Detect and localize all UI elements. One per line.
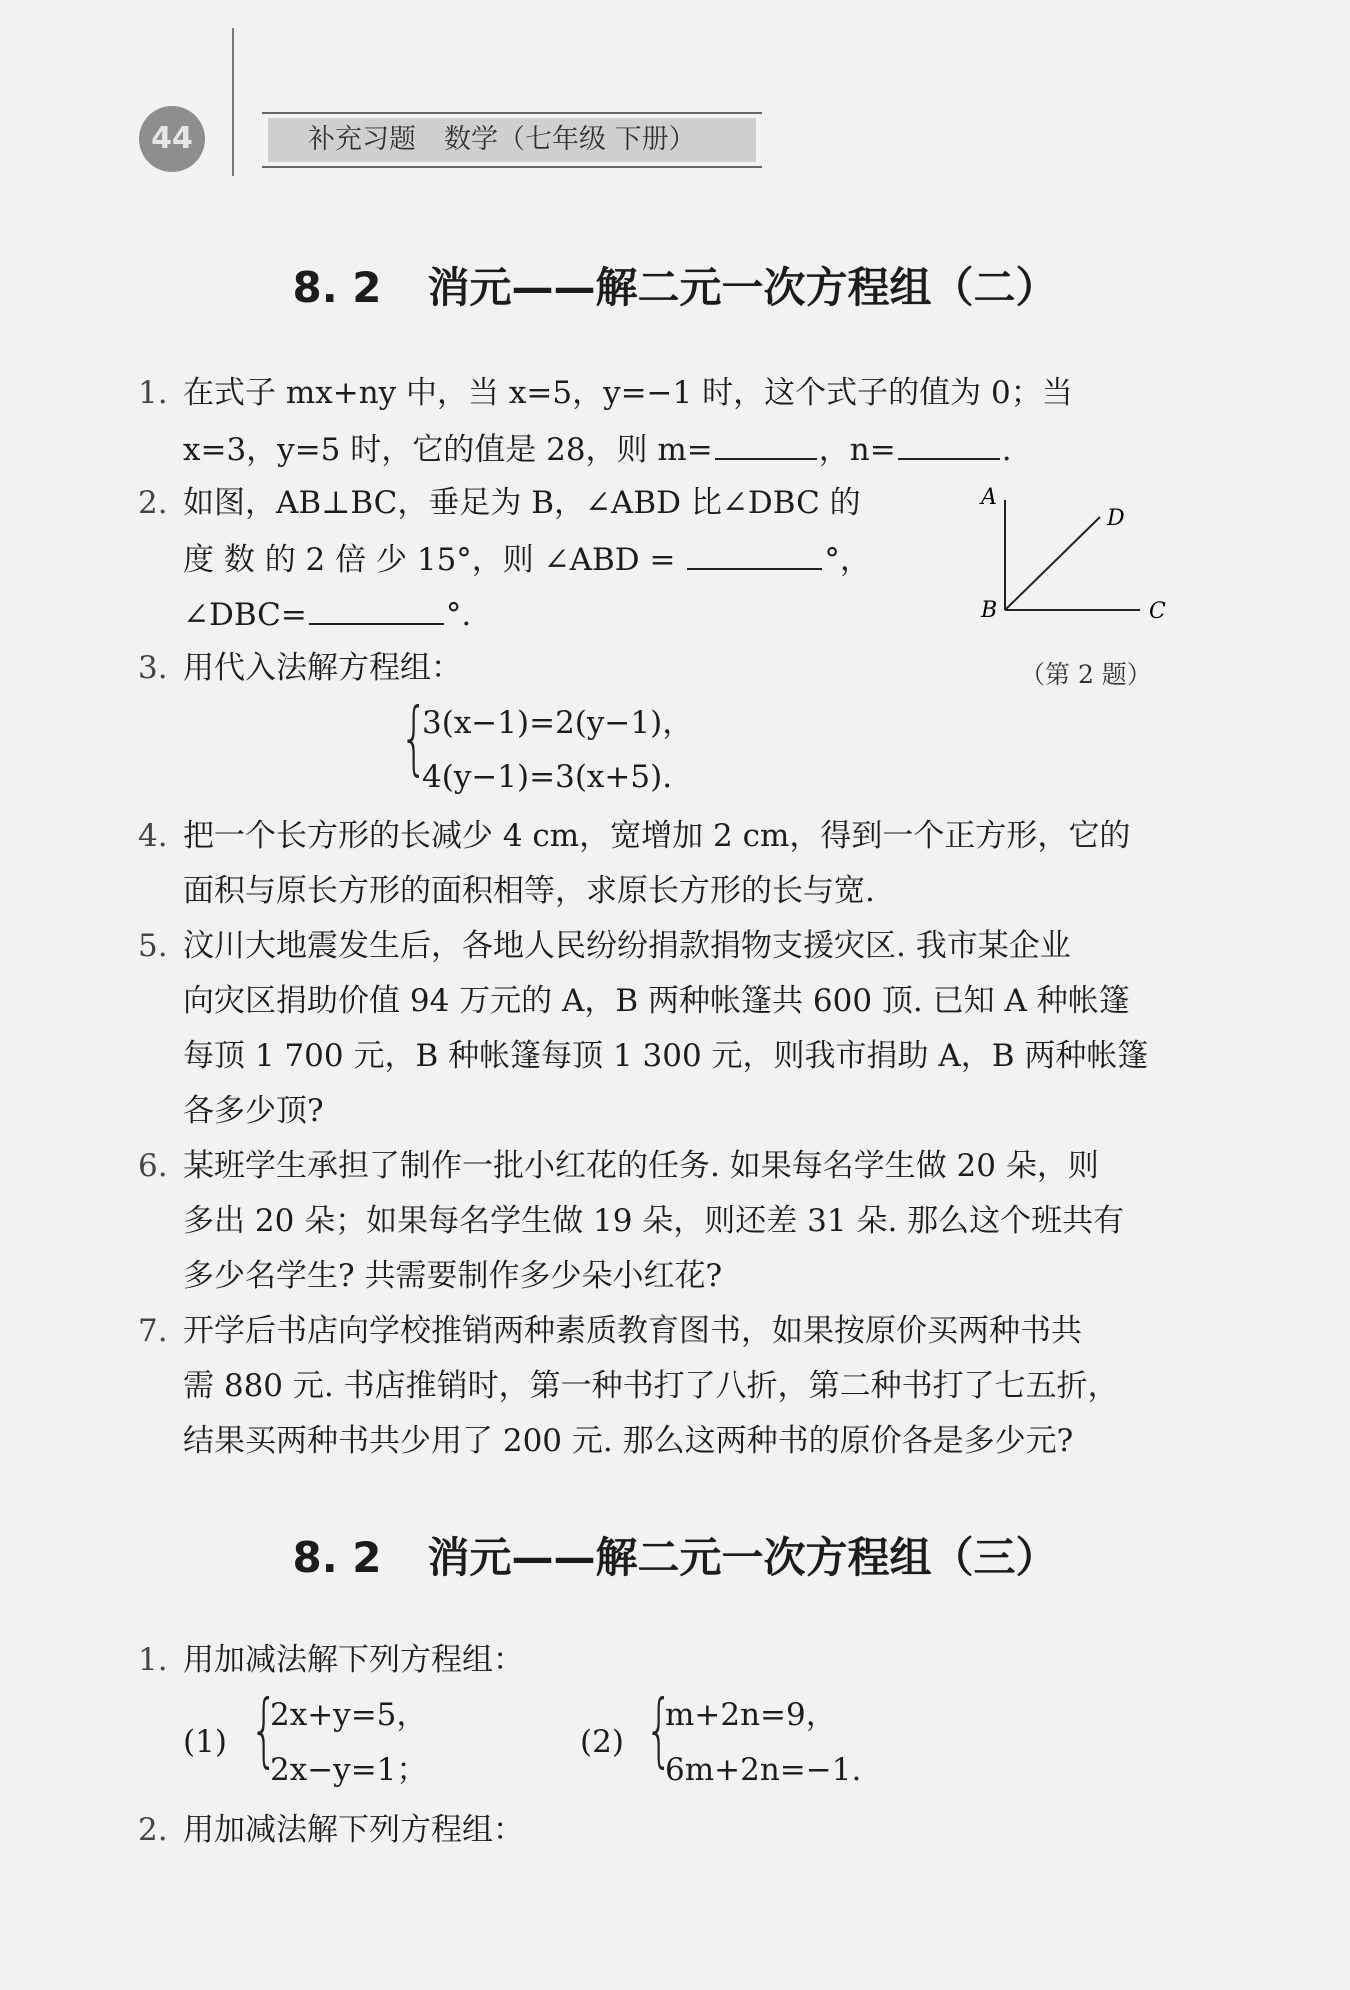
brace-icon: {: [645, 1683, 673, 1776]
section-title: [0, 255, 1350, 315]
problem-text: 结果买两种书共少用了 200 元. 那么这两种书的原价各是多少元?: [183, 1423, 1074, 1459]
problem-text: [183, 538, 871, 580]
problem-text: [183, 428, 1012, 470]
problem-number: 1.: [138, 1642, 168, 1678]
book-title: 补充习题: [308, 124, 416, 155]
equation: m+2n=9，: [665, 1697, 837, 1733]
problem-text: 每顶 1 700 元，B 种帐篷每顶 1 300 元，则我市捐助 A，B 两种帐篷: [183, 1038, 1149, 1074]
problem-text: 需 880 元. 书店推销时，第一种书打了八折，第二种书打了七五折，: [183, 1368, 1119, 1404]
problem-text: 多出 20 朵；如果每名学生做 19 朵，则还差 31 朵. 那么这个班共有: [183, 1203, 1125, 1239]
problem-number: 4.: [138, 818, 168, 854]
problem-text-part: ∠DBC=: [183, 597, 307, 633]
answer-blank-dbc[interactable]: [309, 593, 444, 625]
problem-text: 用加减法解下列方程组：: [183, 1642, 524, 1678]
problem-text-part: x=3，y=5 时，它的值是 28，则 m=: [183, 432, 713, 468]
problem-number: 3.: [138, 650, 168, 686]
brace-icon: {: [400, 691, 428, 784]
section-number: 8. 2: [292, 263, 382, 312]
page-number: 44: [139, 106, 205, 172]
problem-text: 汶川大地震发生后，各地人民纷纷捐款捐物支援灾区. 我市某企业: [183, 928, 1071, 964]
equation: 3(x−1)=2(y−1)，: [422, 705, 694, 741]
problem-number: 1.: [138, 375, 168, 411]
problem-text: 用加减法解下列方程组：: [183, 1812, 524, 1848]
section-title: [0, 1525, 1350, 1585]
equation: 2x−y=1；: [270, 1752, 428, 1788]
problem-number: 6.: [138, 1148, 168, 1184]
sub-problem-label: (2): [580, 1724, 624, 1760]
answer-blank-n[interactable]: [898, 428, 1000, 460]
sub-problem-label: (1): [183, 1724, 227, 1760]
brace-icon: {: [250, 1683, 278, 1776]
segment-bd: [1005, 517, 1100, 610]
header-rule-bottom: [262, 166, 762, 168]
problem-text: 面积与原长方形的面积相等，求原长方形的长与宽.: [183, 873, 875, 909]
problem-text: 向灾区捐助价值 94 万元的 A，B 两种帐篷共 600 顶. 已知 A 种帐篷: [183, 983, 1130, 1019]
answer-blank-abd[interactable]: [687, 538, 822, 570]
point-label-b: B: [981, 598, 998, 623]
margin-rule: [232, 28, 234, 176]
section-heading: 消元——解二元一次方程组（二）: [427, 263, 1058, 312]
header-rule-top: [262, 112, 762, 114]
geometry-figure: [975, 480, 1190, 650]
problem-text: 某班学生承担了制作一批小红花的任务. 如果每名学生做 20 朵，则: [183, 1148, 1099, 1184]
problem-text: [183, 593, 471, 635]
problem-number: 7.: [138, 1313, 168, 1349]
problem-text-part: °，: [824, 542, 871, 578]
figure-caption: （第 2 题）: [1020, 660, 1152, 689]
problem-number: 2.: [138, 485, 168, 521]
problem-text-part: .: [1001, 432, 1012, 468]
problem-text-part: ，n=: [818, 432, 896, 468]
point-label-d: D: [1107, 506, 1125, 531]
point-label-c: C: [1149, 599, 1166, 624]
running-header: [268, 118, 756, 162]
section-number: 8. 2: [292, 1533, 382, 1582]
problem-text: 多少名学生? 共需要制作多少朵小红花?: [183, 1258, 723, 1294]
problem-number: 5.: [138, 928, 168, 964]
problem-text: 在式子 mx+ny 中，当 x=5，y=−1 时，这个式子的值为 0；当: [183, 375, 1073, 411]
equation: 4(y−1)=3(x+5).: [422, 759, 673, 795]
point-label-a: A: [981, 485, 997, 510]
problem-text: 开学后书店向学校推销两种素质教育图书，如果按原价买两种书共: [183, 1313, 1082, 1349]
subject-title: 数学（七年级 下册）: [444, 124, 696, 155]
equation: 2x+y=5，: [270, 1697, 428, 1733]
problem-text-part: °.: [445, 597, 472, 633]
answer-blank-m[interactable]: [715, 428, 817, 460]
equation: 6m+2n=−1.: [665, 1752, 862, 1788]
problem-text: 把一个长方形的长减少 4 cm，宽增加 2 cm，得到一个正方形，它的: [183, 818, 1131, 854]
problem-text: 如图，AB⊥BC，垂足为 B，∠ABD 比∠DBC 的: [183, 485, 861, 521]
section-heading: 消元——解二元一次方程组（三）: [427, 1533, 1058, 1582]
problem-text-part: 度 数 的 2 倍 少 15°，则 ∠ABD =: [183, 542, 686, 578]
problem-text: 各多少顶?: [183, 1093, 324, 1129]
problem-text: 用代入法解方程组：: [183, 650, 462, 686]
problem-number: 2.: [138, 1812, 168, 1848]
